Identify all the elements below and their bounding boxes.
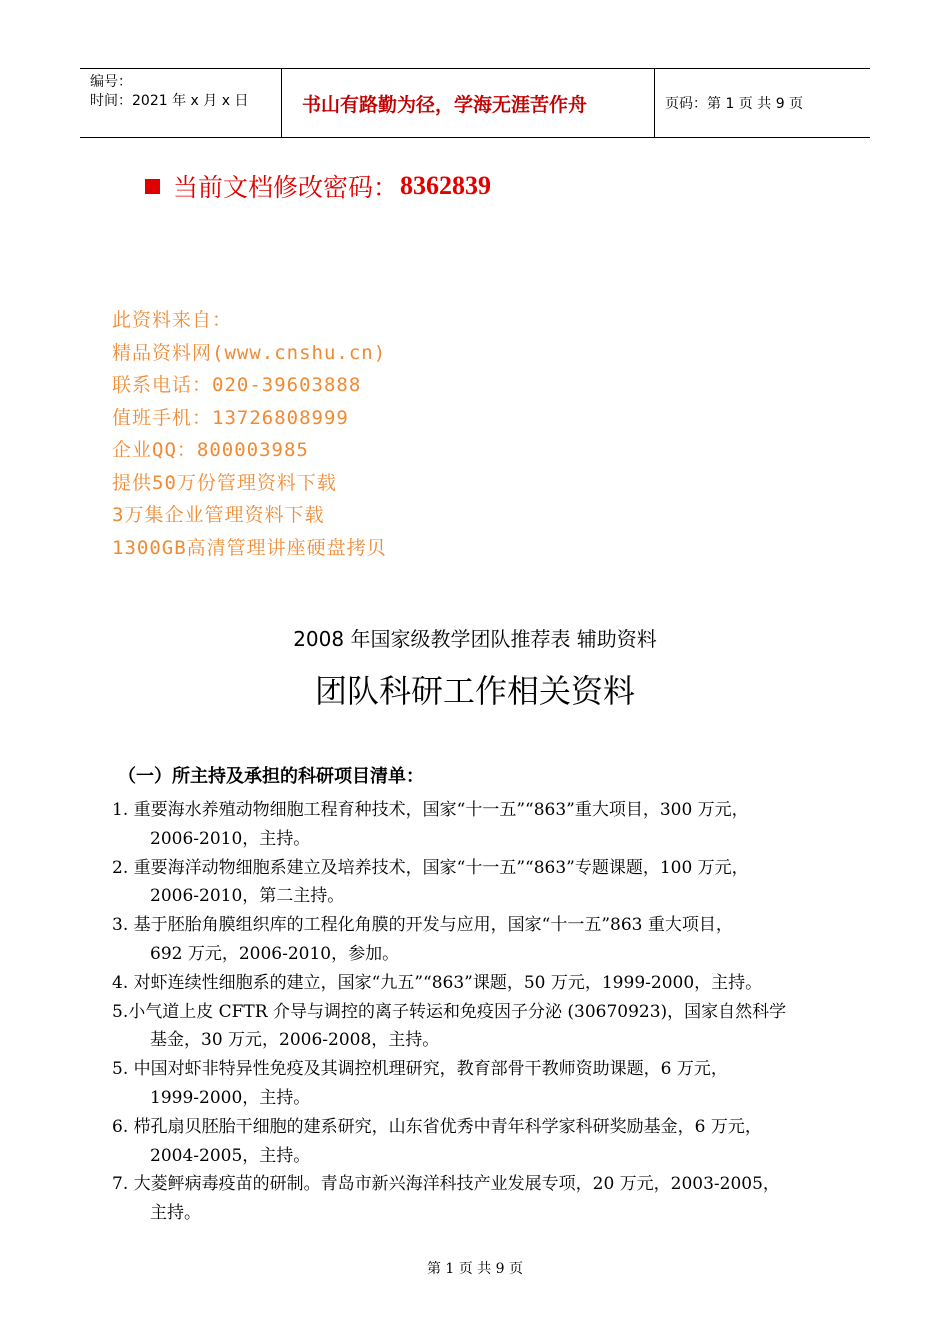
item-line-cont: 2004-2005，主持。	[150, 1145, 311, 1166]
password-label: 当前文档修改密码：	[173, 173, 399, 202]
source-line: 精品资料网(www.cnshu.cn)	[112, 341, 387, 364]
list-item	[112, 854, 848, 912]
source-line: 1300GB高清管理讲座硬盘拷贝	[112, 536, 387, 559]
item-line: 5.小气道上皮 CFTR 介导与调控的离子转运和免疫因子分泌 (30670923)，国家自然科学	[112, 1001, 787, 1022]
item-line-cont: 2006-2010，第二主持。	[150, 886, 345, 907]
list-item	[112, 911, 848, 969]
header-meta	[80, 69, 282, 137]
section-heading: （一）所主持及承担的科研项目清单：	[118, 766, 424, 787]
header-table	[80, 68, 870, 138]
doc-title: 团队科研工作相关资料	[314, 672, 635, 710]
item-line-cont: 1999-2000，主持。	[150, 1087, 311, 1108]
item-line: 3. 基于胚胎角膜组织库的工程化角膜的开发与应用，国家“十一五”863 重大项目，	[112, 915, 733, 936]
list-item	[112, 998, 848, 1056]
item-line: 6. 栉孔扇贝胚胎干细胞的建系研究，山东省优秀中青年科学家科研奖励基金，6 万元，	[112, 1116, 762, 1137]
serial-label: 编号：	[90, 74, 132, 90]
item-line-cont: 主持。	[150, 1203, 201, 1224]
source-line: 值班手机：13726808999	[112, 406, 349, 429]
source-line: 3万集企业管理资料下载	[112, 504, 325, 526]
source-line: 提供50万份管理资料下载	[112, 471, 337, 494]
item-line-cont: 基金，30 万元，2006-2008，主持。	[150, 1030, 440, 1051]
list-item	[112, 1113, 848, 1171]
password-code: 8362839	[400, 171, 492, 200]
source-line: 此资料来自：	[112, 309, 233, 331]
source-line: 联系电话：020-39603888	[112, 374, 362, 396]
source-block	[112, 305, 387, 565]
red-square-icon	[145, 179, 160, 194]
item-line: 1. 重要海水养殖动物细胞工程育种技术，国家“十一五”“863”重大项目，300 万元，	[112, 800, 749, 820]
doc-subtitle: 2008 年国家级教学团队推荐表 辅助资料	[293, 627, 657, 651]
header-page-label: 页码：第 1 页 共 9 页	[665, 96, 804, 112]
list-item	[112, 796, 848, 854]
item-line: 7. 大菱鲆病毒疫苗的研制。青岛市新兴海洋科技产业发展专项，20 万元，2003-2005，	[112, 1174, 780, 1195]
time-label: 时间：2021 年 x 月 x 日	[90, 93, 249, 109]
list-item	[112, 1055, 848, 1113]
item-line: 5. 中国对虾非特异性免疫及其调控机理研究，教育部骨干教师资助课题，6 万元，	[112, 1059, 728, 1080]
item-line-cont: 2006-2010，主持。	[150, 828, 311, 849]
item-line: 2. 重要海洋动物细胞系建立及培养技术，国家“十一五”“863”专题课题，100 万元，	[112, 857, 749, 878]
item-line: 4. 对虾连续性细胞系的建立，国家“九五”“863”课题，50 万元，1999-2000，主持。	[112, 972, 763, 993]
header-motto: 书山有路勤为径，学海无涯苦作舟	[282, 69, 655, 137]
page-footer: 第 1 页 共 9 页	[426, 1261, 524, 1277]
list-item	[112, 969, 848, 998]
project-list	[112, 796, 848, 1228]
list-item	[112, 1170, 848, 1228]
item-line-cont: 692 万元，2006-2010，参加。	[150, 943, 400, 964]
source-line: 企业QQ：800003985	[112, 439, 309, 461]
password-notice	[145, 168, 491, 204]
